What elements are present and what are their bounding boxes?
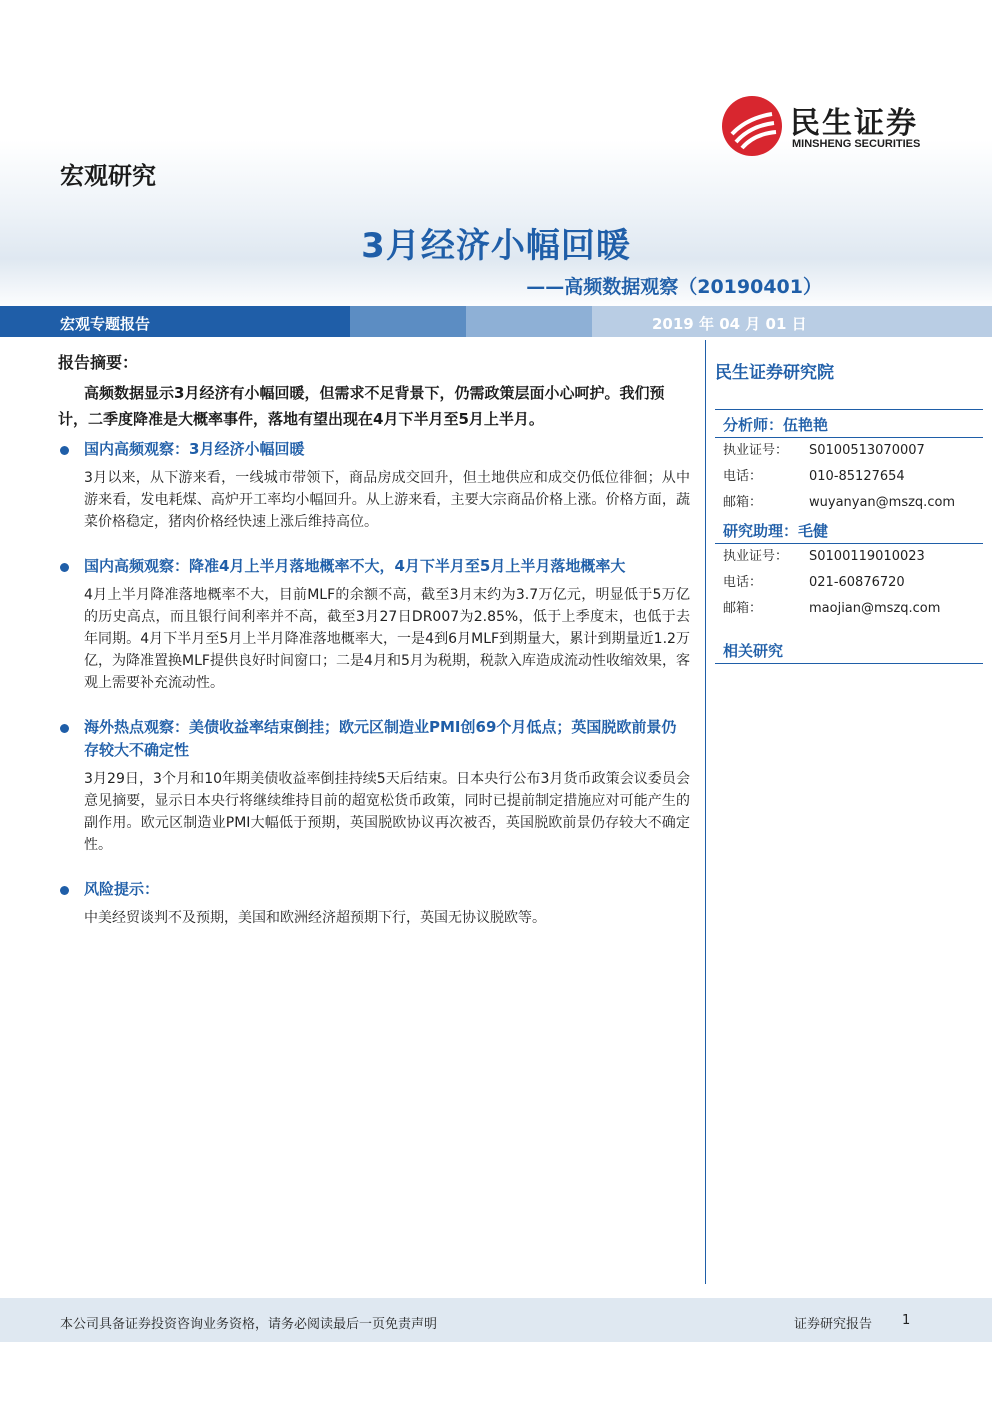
section-title: 海外热点观察：美债收益率结束倒挂；欧元区制造业PMI创69个月低点；英国脱欧前景仍存较大不确定性: [58, 716, 690, 762]
sidebar: [715, 340, 983, 664]
page-subtitle: ——高频数据观察（20190401）: [526, 276, 822, 298]
section-title: 风险提示：: [58, 878, 690, 901]
page-title: 3月经济小幅回暖: [361, 226, 631, 266]
analyst-phone: 电话： 010-85127654: [723, 469, 905, 484]
abstract-lead: 高频数据显示3月经济有小幅回暖，但需求不足背景下，仍需政策层面小心呵护。我们预计，二季度降准是大概率事件，落地有望出现在4月下半月至5月上半月。: [58, 384, 665, 428]
section-body: 3月29日，3个月和10年期美债收益率倒挂持续5天后结束。日本央行公布3月货币政策会议委员会意见摘要，显示日本央行将继续维持目前的超宽松货币政策，同时已提前制定措施应对可能产生的副作用。欧元区制造业PMI大幅低于预期，英国脱欧协议再次被否，英国脱欧前景仍存较大不确定性。: [84, 771, 690, 853]
section-body: 4月上半月降准落地概率不大，目前MLF的余额不高，截至3月末约为3.7万亿元，明显低于5万亿的历史高点，而且银行间利率并不高，截至3月27日DR007为2.85%，低于上季度末，也低于去年同期。4月下半月至5月上半月降准落地概率大，一是4到6月MLF到期量大，累计到期量近1.2万亿，为降准置换MLF提供良好时间窗口；二是4月和5月为税期，税款入库造成流动性收缩效果，客观上需要补充流动性。: [84, 587, 690, 691]
section: [58, 438, 690, 533]
abstract-body: [58, 380, 690, 929]
section-title: 国内高频观察：3月经济小幅回暖: [58, 438, 690, 461]
divider: [715, 663, 983, 664]
column-divider: [705, 340, 706, 1284]
section-body: 3月以来，从下游来看，一线城市带领下，商品房成交回升，但土地供应和成交仍低位徘徊；从中游来看，发电耗煤、高炉开工率均小幅回升。从上游来看，主要大宗商品价格上涨。价格方面，蔬菜价格稳定，猪肉价格经快速上涨后维持高位。: [84, 470, 690, 530]
logo-mark-icon: [722, 96, 782, 156]
logo-text-en: MINSHENG SECURITIES: [792, 138, 921, 150]
analyst-license: 执业证号： S0100513070007: [723, 443, 925, 458]
assistant-title: 研究助理：毛健: [723, 522, 829, 540]
section-title: 国内高频观察：降准4月上半月落地概率不大，4月下半月至5月上半月落地概率大: [58, 555, 690, 578]
section-body: 中美经贸谈判不及预期，美国和欧洲经济超预期下行，英国无协议脱欧等。: [84, 910, 546, 926]
footer-disclaimer: 本公司具备证券投资咨询业务资格，请务必阅读最后一页免责声明: [60, 1317, 438, 1332]
report-type: 宏观专题报告: [60, 315, 151, 333]
logo-text-cn: 民生证券: [790, 106, 918, 141]
bullet-icon: [60, 724, 69, 733]
assistant-phone: 电话： 021-60876720: [723, 575, 905, 590]
analyst-email[interactable]: 邮箱： wuyanyan@mszq.com: [723, 495, 956, 510]
page-number: 1: [902, 1313, 911, 1328]
section: [58, 878, 690, 929]
section: [58, 555, 690, 694]
assistant-email[interactable]: 邮箱： maojian@mszq.com: [723, 601, 941, 616]
bullet-icon: [60, 563, 69, 572]
institute-name: 民生证券研究院: [715, 363, 834, 383]
assistant-license: 执业证号： S0100119010023: [723, 549, 925, 564]
footer-doc-type: 证券研究报告: [794, 1317, 873, 1332]
analyst-title: 分析师：伍艳艳: [723, 416, 829, 434]
section: [58, 716, 690, 856]
report-date: 2019 年 04 月 01 日: [652, 315, 807, 333]
related-research-title: 相关研究: [723, 642, 784, 660]
company-logo: [722, 96, 962, 166]
report-category: 宏观研究: [60, 162, 156, 190]
abstract-heading: 报告摘要：: [58, 353, 139, 372]
bullet-icon: [60, 886, 69, 895]
bullet-icon: [60, 446, 69, 455]
